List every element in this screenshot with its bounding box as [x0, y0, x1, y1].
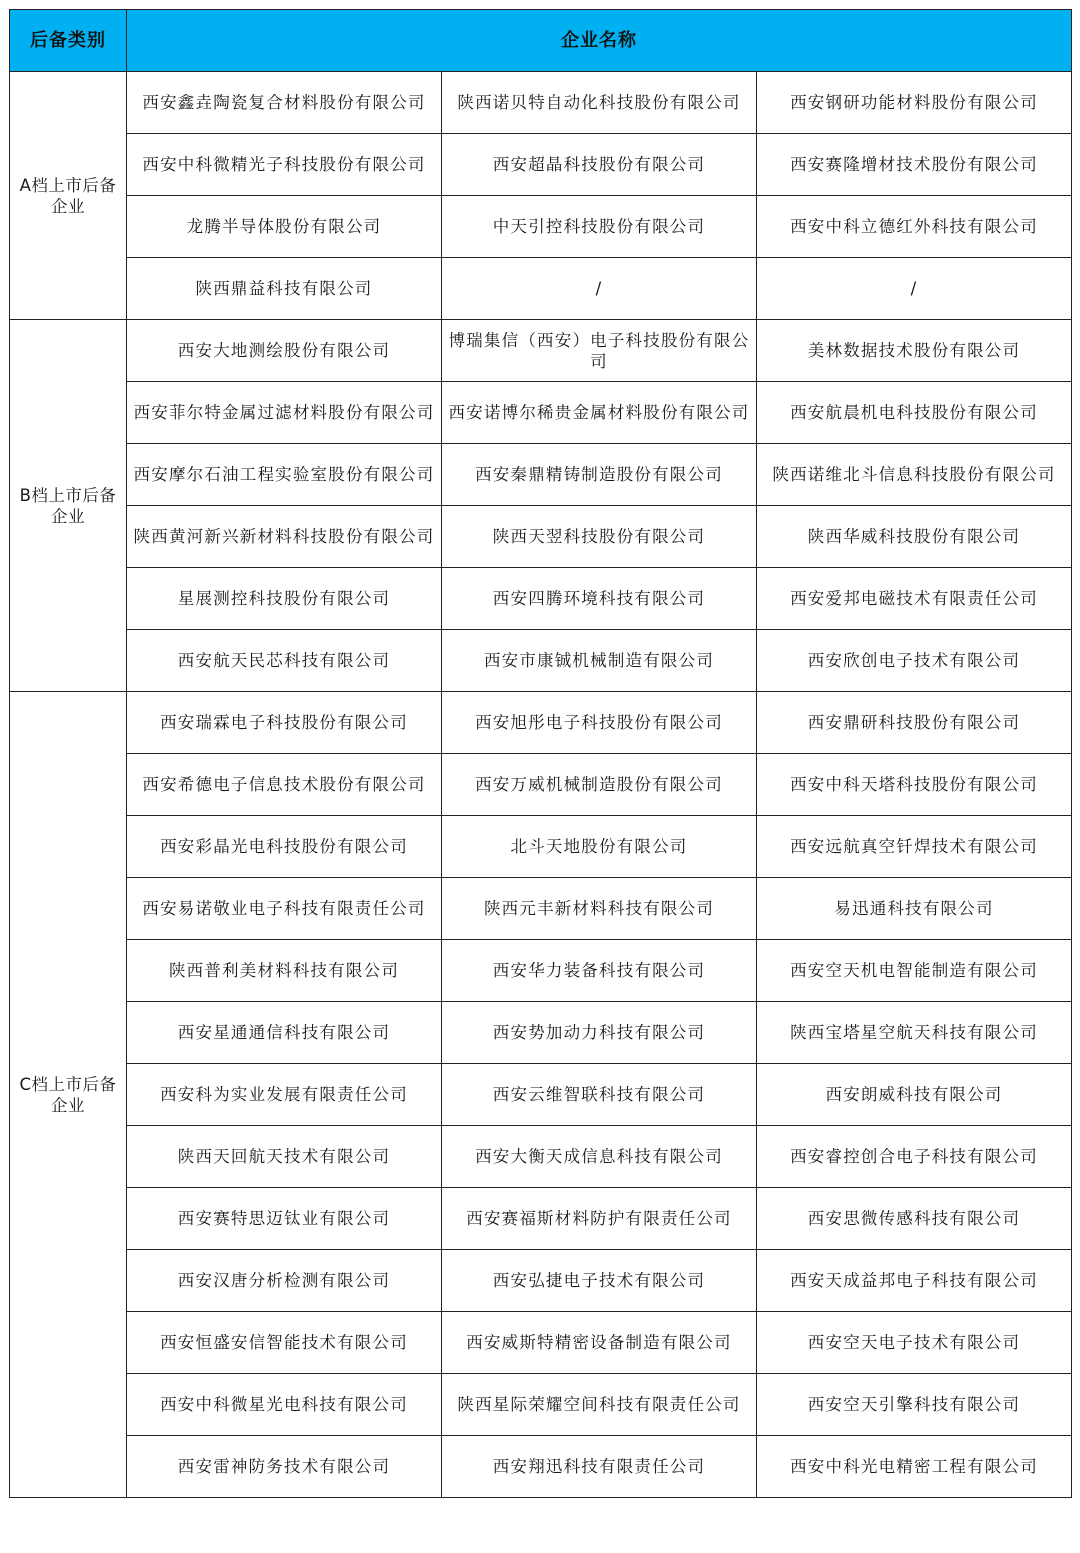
table-row [10, 1312, 1072, 1374]
company-cell: 陕西普利美材料科技有限公司 [127, 940, 442, 1002]
company-cell: 西安秦鼎精铸制造股份有限公司 [442, 444, 757, 506]
table-row [10, 382, 1072, 444]
company-cell: 西安空天引擎科技有限公司 [757, 1374, 1072, 1436]
company-cell: 中天引控科技股份有限公司 [442, 196, 757, 258]
table-row [10, 1250, 1072, 1312]
company-cell: 美林数据技术股份有限公司 [757, 320, 1072, 382]
company-cell: 陕西元丰新材料科技有限公司 [442, 878, 757, 940]
company-cell: 西安空天电子技术有限公司 [757, 1312, 1072, 1374]
company-cell: 西安思微传感科技有限公司 [757, 1188, 1072, 1250]
company-cell: 西安彩晶光电科技股份有限公司 [127, 816, 442, 878]
company-cell: 陕西天回航天技术有限公司 [127, 1126, 442, 1188]
company-cell: 西安华力装备科技有限公司 [442, 940, 757, 1002]
company-cell: 西安朗威科技有限公司 [757, 1064, 1072, 1126]
company-cell: 西安势加动力科技有限公司 [442, 1002, 757, 1064]
company-cell: 西安弘捷电子技术有限公司 [442, 1250, 757, 1312]
company-cell: 西安爱邦电磁技术有限责任公司 [757, 568, 1072, 630]
company-cell: 西安大衡天成信息科技有限公司 [442, 1126, 757, 1188]
company-cell: 西安航晨机电科技股份有限公司 [757, 382, 1072, 444]
company-cell: 西安空天机电智能制造有限公司 [757, 940, 1072, 1002]
table-row [10, 1002, 1072, 1064]
table-row [10, 1064, 1072, 1126]
table-row [10, 1374, 1072, 1436]
company-cell: / [442, 258, 757, 320]
table-row [10, 506, 1072, 568]
company-cell: 西安大地测绘股份有限公司 [127, 320, 442, 382]
company-cell: 西安市康铖机械制造有限公司 [442, 630, 757, 692]
company-cell: / [757, 258, 1072, 320]
company-cell: 西安中科微星光电科技有限公司 [127, 1374, 442, 1436]
company-cell: 西安汉唐分析检测有限公司 [127, 1250, 442, 1312]
company-cell: 北斗天地股份有限公司 [442, 816, 757, 878]
company-cell: 西安威斯特精密设备制造有限公司 [442, 1312, 757, 1374]
category-cell: A档上市后备企业 [10, 72, 127, 320]
table-row [10, 1188, 1072, 1250]
company-cell: 西安赛特思迈钛业有限公司 [127, 1188, 442, 1250]
company-cell: 西安星通通信科技有限公司 [127, 1002, 442, 1064]
table-row [10, 692, 1072, 754]
company-cell: 陕西宝塔星空航天科技有限公司 [757, 1002, 1072, 1064]
table-row [10, 320, 1072, 382]
company-cell: 西安科为实业发展有限责任公司 [127, 1064, 442, 1126]
table-row [10, 258, 1072, 320]
company-table [9, 9, 1072, 1498]
company-cell: 西安万威机械制造股份有限公司 [442, 754, 757, 816]
company-cell: 陕西鼎益科技有限公司 [127, 258, 442, 320]
company-cell: 西安雷神防务技术有限公司 [127, 1436, 442, 1498]
table-row [10, 1436, 1072, 1498]
company-cell: 星展测控科技股份有限公司 [127, 568, 442, 630]
table-row [10, 568, 1072, 630]
company-cell: 陕西诺维北斗信息科技股份有限公司 [757, 444, 1072, 506]
company-cell: 西安中科天塔科技股份有限公司 [757, 754, 1072, 816]
category-cell: C档上市后备企业 [10, 692, 127, 1498]
company-cell: 陕西诺贝特自动化科技股份有限公司 [442, 72, 757, 134]
company-cell: 陕西天翌科技股份有限公司 [442, 506, 757, 568]
company-cell: 龙腾半导体股份有限公司 [127, 196, 442, 258]
company-cell: 西安赛隆增材技术股份有限公司 [757, 134, 1072, 196]
table-row [10, 1126, 1072, 1188]
company-cell: 西安翔迅科技有限责任公司 [442, 1436, 757, 1498]
company-cell: 陕西黄河新兴新材料科技股份有限公司 [127, 506, 442, 568]
company-cell: 西安睿控创合电子科技有限公司 [757, 1126, 1072, 1188]
company-cell: 博瑞集信（西安）电子科技股份有限公司 [442, 320, 757, 382]
company-cell: 西安旭彤电子科技股份有限公司 [442, 692, 757, 754]
table-row [10, 72, 1072, 134]
table-row [10, 196, 1072, 258]
company-cell: 西安钢研功能材料股份有限公司 [757, 72, 1072, 134]
company-cell: 西安赛福斯材料防护有限责任公司 [442, 1188, 757, 1250]
company-cell: 西安中科微精光子科技股份有限公司 [127, 134, 442, 196]
table-row [10, 816, 1072, 878]
company-cell: 西安恒盛安信智能技术有限公司 [127, 1312, 442, 1374]
table-body [10, 72, 1072, 1498]
company-cell: 陕西华威科技股份有限公司 [757, 506, 1072, 568]
table-row [10, 134, 1072, 196]
company-cell: 西安摩尔石油工程实验室股份有限公司 [127, 444, 442, 506]
company-cell: 西安易诺敬业电子科技有限责任公司 [127, 878, 442, 940]
table-row [10, 940, 1072, 1002]
company-cell: 西安菲尔特金属过滤材料股份有限公司 [127, 382, 442, 444]
company-cell: 西安天成益邦电子科技有限公司 [757, 1250, 1072, 1312]
company-cell: 西安中科立德红外科技有限公司 [757, 196, 1072, 258]
company-cell: 西安希德电子信息技术股份有限公司 [127, 754, 442, 816]
company-cell: 西安鑫垚陶瓷复合材料股份有限公司 [127, 72, 442, 134]
company-cell: 西安鼎研科技股份有限公司 [757, 692, 1072, 754]
company-cell: 易迅通科技有限公司 [757, 878, 1072, 940]
company-cell: 西安瑞霖电子科技股份有限公司 [127, 692, 442, 754]
table-row [10, 630, 1072, 692]
company-cell: 西安远航真空钎焊技术有限公司 [757, 816, 1072, 878]
table-row [10, 878, 1072, 940]
header-row [10, 10, 1072, 72]
company-cell: 西安欣创电子技术有限公司 [757, 630, 1072, 692]
company-cell: 西安中科光电精密工程有限公司 [757, 1436, 1072, 1498]
company-cell: 西安诺博尔稀贵金属材料股份有限公司 [442, 382, 757, 444]
company-cell: 陕西星际荣耀空间科技有限责任公司 [442, 1374, 757, 1436]
header-company-name: 企业名称 [127, 10, 1072, 72]
category-cell: B档上市后备企业 [10, 320, 127, 692]
table-row [10, 754, 1072, 816]
company-cell: 西安四腾环境科技有限公司 [442, 568, 757, 630]
company-cell: 西安航天民芯科技有限公司 [127, 630, 442, 692]
company-cell: 西安云维智联科技有限公司 [442, 1064, 757, 1126]
table-row [10, 444, 1072, 506]
header-category: 后备类别 [10, 10, 127, 72]
company-cell: 西安超晶科技股份有限公司 [442, 134, 757, 196]
